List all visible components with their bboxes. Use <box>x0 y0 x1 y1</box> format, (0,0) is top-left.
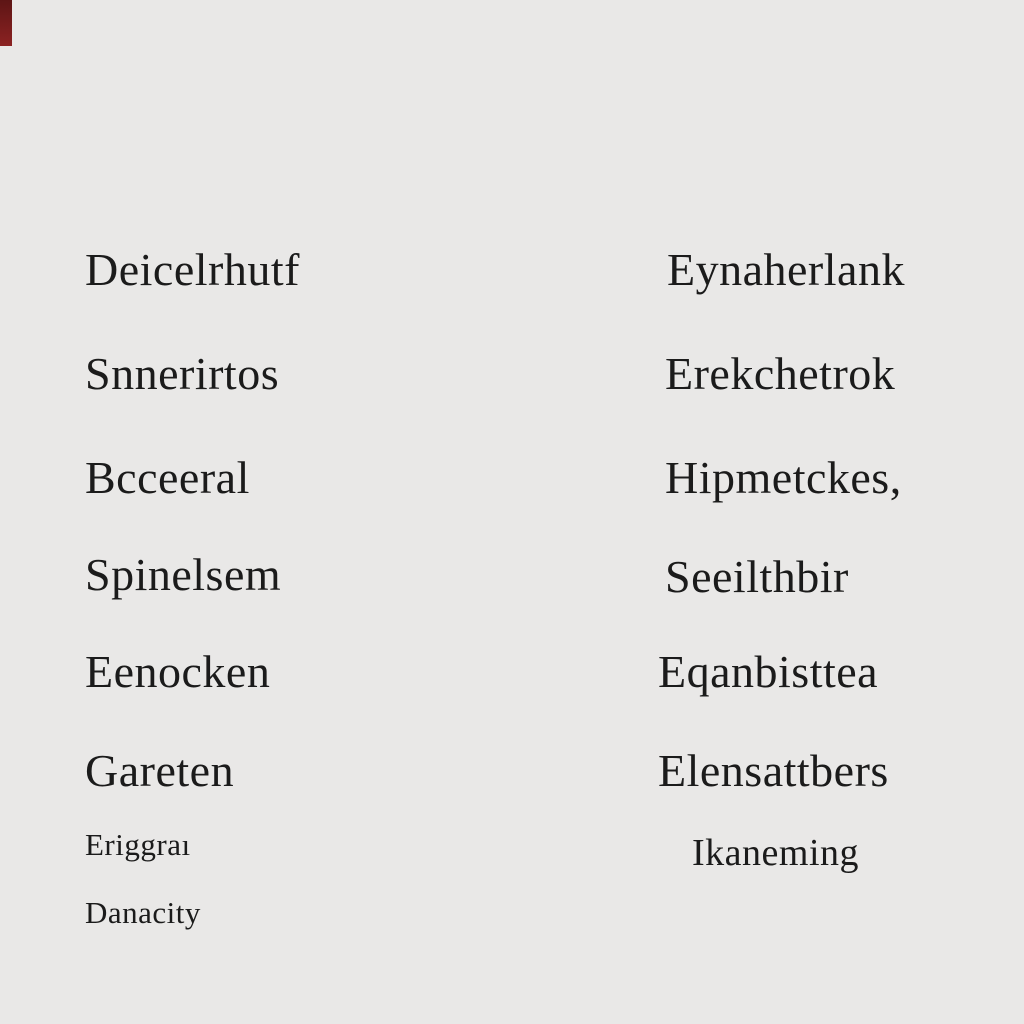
word-item: Hipmetckes, <box>665 452 902 503</box>
word-item: Elensattbers <box>658 745 889 796</box>
word-item: Deicelrhutf <box>85 244 300 295</box>
word-item: Bcceeral <box>85 452 250 503</box>
word-item: Snnerirtos <box>85 348 280 399</box>
word-item: Ikaneming <box>692 832 860 874</box>
word-item: Danacity <box>85 895 201 930</box>
word-item: Eenocken <box>85 646 271 697</box>
word-item: Eqanbisttea <box>658 646 879 697</box>
word-item: Erekchetrok <box>665 348 896 399</box>
word-item: Seeilthbir <box>665 551 849 602</box>
corner-mark <box>0 0 12 46</box>
word-item: Eynaherlank <box>667 244 905 295</box>
word-item: Spinelsem <box>85 549 282 600</box>
word-item: Eriggraı <box>85 827 191 862</box>
word-item: Gareten <box>85 745 235 796</box>
